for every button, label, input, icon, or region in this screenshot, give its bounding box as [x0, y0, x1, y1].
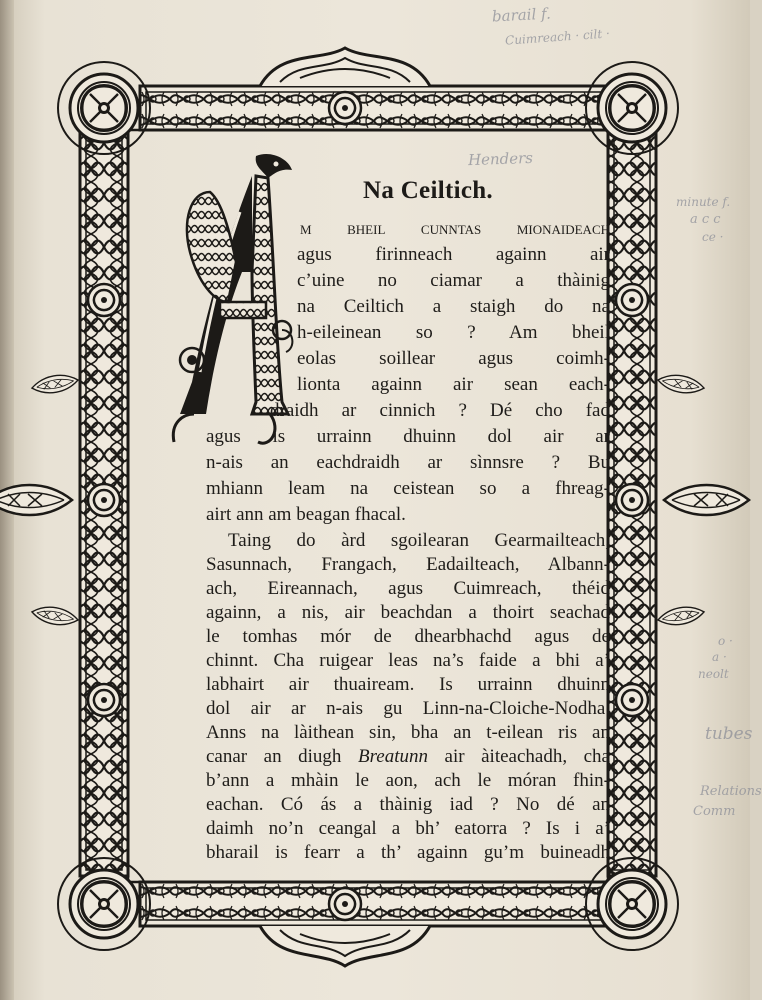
text-line: canar an diugh Breatunn air àiteachadh, cha [206, 745, 610, 767]
text-line: le tomhas mór de dhearbhachd agus de [206, 625, 610, 647]
text-line: eolas soillear agus coimh- [297, 348, 610, 369]
pencil-note: neolt [698, 667, 729, 681]
text-line: airt ann am beagan fhacal. [206, 504, 406, 525]
pencil-note: Relations [700, 784, 762, 799]
chapter-title: Na Ceiltich. [363, 177, 493, 204]
text-line: Anns na làithean sin, bha an t-eilean ris an [206, 721, 610, 743]
pencil-note: tubes [705, 724, 753, 744]
text-line: againn, a nis, air beachdan a thoirt seachad [206, 601, 610, 623]
text-line: dol air ar n-ais gu Linn-na-Cloiche-Nodha. [206, 697, 610, 719]
text-line: draidh ar cinnich ? Dé cho fad [270, 400, 610, 421]
text-line: na Ceiltich a staigh do na [297, 296, 610, 317]
text-line: agus firinneach againn air [297, 244, 610, 265]
text-line: m bheil cunntas mionaideach [300, 218, 610, 239]
text-line: eachan. Có ás a thàinig iad ? No dé an [206, 793, 610, 815]
text-line: daimh no’n ceangal a bh’ eatorra ? Is i a’ [206, 817, 610, 839]
italic-word: Breatunn [357, 745, 428, 767]
pencil-note: o · [718, 634, 733, 648]
pencil-note: a c c [690, 212, 721, 227]
text-line: labhairt air thuaiream. Is urrainn dhuinn [206, 673, 610, 695]
text-line: n-ais an eachdraidh ar sìnnsre ? Bu [206, 452, 610, 473]
pencil-note: Cuimreach · cilt · [504, 26, 611, 48]
pencil-note: Comm [693, 804, 736, 819]
text-line: c’uine no ciamar a thàinig [297, 270, 610, 291]
text-line: Taing do àrd sgoilearan Gearmailteach, [228, 530, 610, 551]
pencil-note: minute f. [676, 195, 731, 209]
text-line: agus is urrainn dhuinn dol air ar [206, 426, 610, 447]
pencil-note: Henders [467, 148, 534, 170]
text-line-content: bharail is fearr a th’ againn gu’m buineadh [206, 841, 610, 863]
text-line: Sasunnach, Frangach, Eadailteach, Albann- [206, 553, 610, 575]
pencil-note: ce · [702, 230, 724, 244]
text-line: ach, Eireannach, agus Cuimreach, théid [206, 577, 610, 599]
text-line: h-eileinean so ? Am bheil [297, 322, 610, 343]
text-line [206, 840, 610, 866]
text-line: b’ann a mhàin le aon, ach le móran fhin- [206, 769, 610, 791]
text-line: lionta againn air sean each- [297, 374, 610, 395]
pencil-note: barail f. [491, 4, 552, 26]
text-line: mhiann leam na ceistean so a fhreag- [206, 478, 610, 499]
pencil-note: a · [712, 650, 727, 664]
text-line: chinnt. Cha ruigear leas na’s faide a bhi a’ [206, 649, 610, 671]
